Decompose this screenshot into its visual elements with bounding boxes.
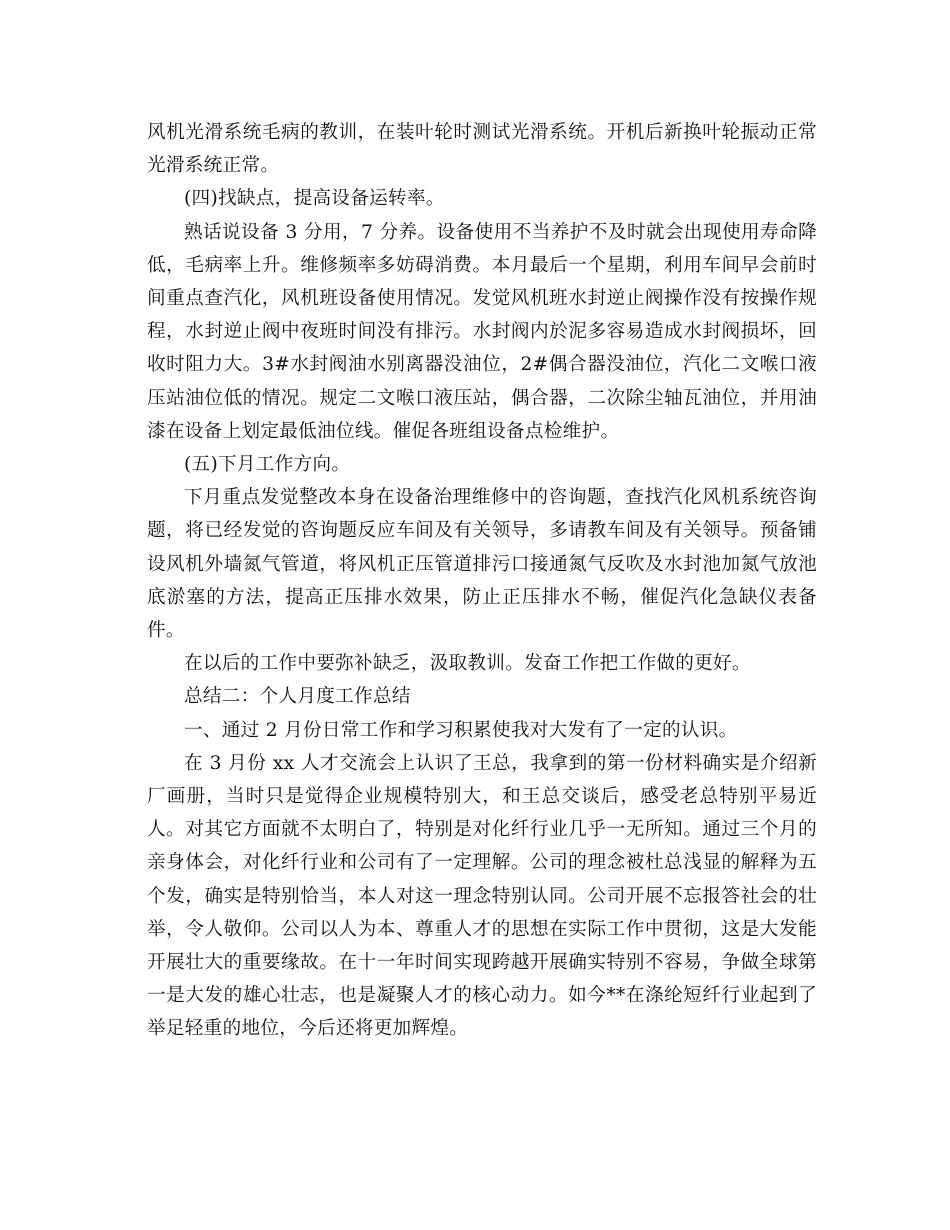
paragraph-2: 熟话说设备 3 分用，7 分养。设备使用不当养护不及时就会出现使用寿命降低，毛病率上升。维修频率多妨碍消费。本月最后一个星期，利用车间早会前时间重点查汽化，风机班设备使用情况。发觉风机班水封逆止阀操作没有按操作规程，水封逆止阀中夜班时间没有排污。水封阀内於泥多容易造成水封阀损坏，回收时阻力大。3#水封阀油水别离器没油位，2#偶合器没油位，汽化二文喉口液压站油位低的情况。规定二文喉口液压站，偶合器，二次除尘轴瓦油位，并用油漆在设备上划定最低油位线。催促各班组设备点检维护。 [147, 221, 817, 442]
summary-two-heading: 总结二：个人月度工作总结 [184, 686, 411, 708]
paragraph-6: 在 3 月份 xx 人才交流会上认识了王总，我拿到的第一份材料确实是介绍新厂画册，当时只是觉得企业规模特别大，和王总交谈后，感受老总特别平易近人。对其它方面就不太明白了，特别是对化纤行业几乎一无所知。通过三个月的亲身体会，对化纤行业和公司有了一定理解。公司的理念被杜总浅显的解释为五个发，确实是特别恰当，本人对这一理念特别认同。公司开展不忘报答社会的壮举，令人敬仰。公司以人为本、尊重人才的思想在实际工作中贯彻，这是大发能开展壮大的重要缘故。在十一年时间实现跨越开展确实特别不容易，争做全球第一是大发的雄心壮志，也是凝聚人才的核心动力。如今**在涤纶短纤行业起到了举足轻重的地位，今后还将更加辉煌。 [147, 752, 817, 1040]
paragraph-1: 风机光滑系统毛病的教训，在装叶轮时测试光滑系统。开机后新换叶轮振动正常光滑系统正常。 [147, 122, 817, 177]
paragraph-4: 在以后的工作中要弥补缺乏，汲取教训。发奋工作把工作做的更好。 [184, 653, 751, 675]
paragraph-3: 下月重点发觉整改本身在设备治理维修中的咨询题，查找汽化风机系统咨询题，将已经发觉的咨询题反应车间及有关领导，多请教车间及有关领导。预备铺设风机外墙氮气管道，将风机正压管道排污口接通氮气反吹及水封池加氮气放池底淤塞的方法，提高正压排水效果，防止正压排水不畅，催促汽化急缺仪表备件。 [147, 487, 817, 642]
paragraph-5: 一、通过 2 月份日常工作和学习积累使我对大发有了一定的认识。 [184, 719, 738, 741]
document-body [147, 116, 817, 1046]
section-heading-5: (五)下月工作方向。 [184, 454, 351, 476]
section-heading-4: (四)找缺点，提高设备运转率。 [184, 188, 445, 210]
